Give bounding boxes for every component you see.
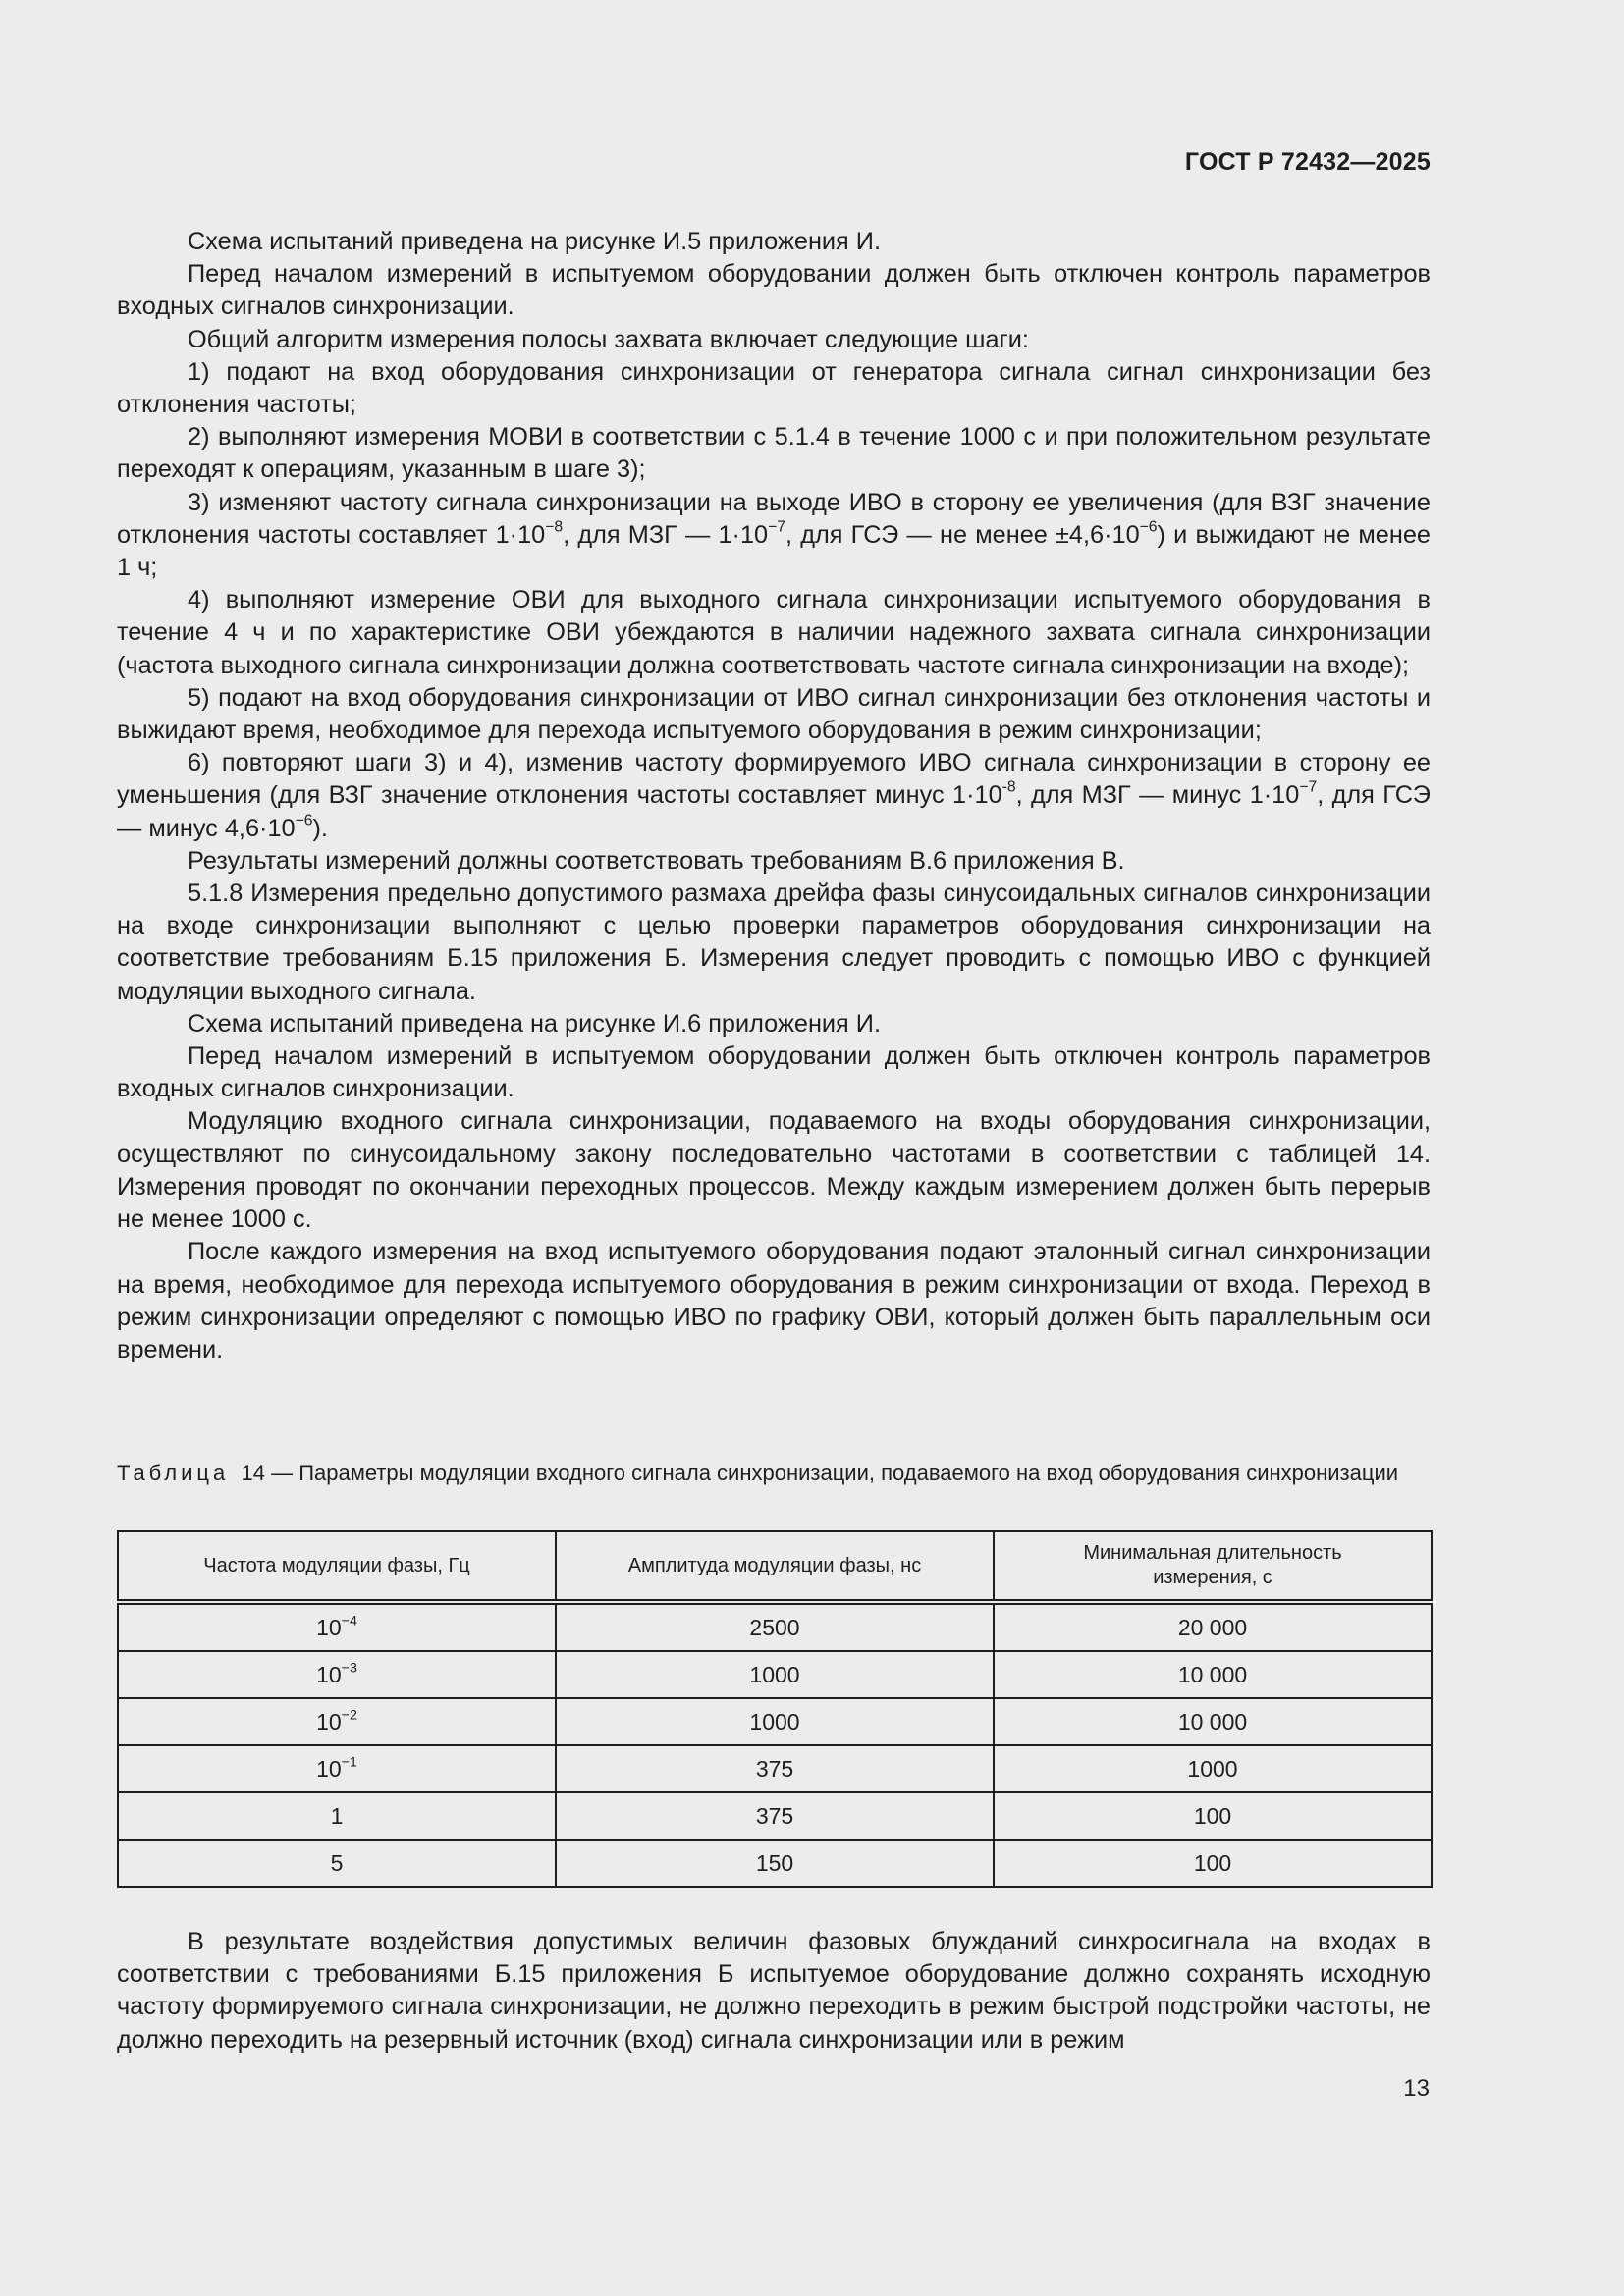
paragraph: 3) изменяют частоту сигнала синхронизации на выходе ИВО в сторону ее увеличения (для ВЗГ значение отклонения частоты составляет $1\cdot 10^{-8}$, для МЗГ — $1\cdot 10^{-7}$, для ГСЭ — не менее $\pm 4,6\cdot 10^{-6}$) и выжидают не менее 1 ч; <box>117 488 1431 582</box>
table-cell: $10^{-3}$ <box>118 1651 556 1698</box>
closing-text <box>117 1926 1431 2056</box>
body-text <box>117 226 1431 1366</box>
paragraph: 2) выполняют измерения МОВИ в соответствии с 5.1.4 в течение 1000 с и при положительном результате переходят к операциям, указанным в шаге 3); <box>117 423 1431 484</box>
table-cell: 1000 <box>556 1698 994 1745</box>
paragraph: 4) выполняют измерение ОВИ для выходного сигнала синхронизации испытуемого оборудования в течение 4 ч и по характеристике ОВИ убеждаются в наличии надежного захвата сигнала синхронизации (частота выходного сигнала синхронизации должна соответствовать частоте сигнала синхронизации на входе); <box>117 586 1431 679</box>
table-cell: $10^{-1}$ <box>118 1745 556 1792</box>
paragraph: 1) подают на вход оборудования синхронизации от генератора сигнала сигнал синхронизации без отклонения частоты; <box>117 357 1431 419</box>
table-cell: 5 <box>118 1840 556 1887</box>
table-cell: 1000 <box>994 1745 1432 1792</box>
table-row <box>118 1698 1432 1745</box>
table-cell: 375 <box>556 1792 994 1840</box>
modulation-table <box>117 1530 1433 1888</box>
table-header-cell: Частота модуляции фазы, Гц <box>118 1531 556 1602</box>
paragraph: Схема испытаний приведена на рисунке И.5 приложения И. <box>188 228 881 255</box>
paragraph: Результаты измерений должны соответствовать требованиям В.6 приложения В. <box>188 846 1125 875</box>
paragraph: Схема испытаний приведена на рисунке И.6 приложения И. <box>188 1009 881 1038</box>
table-cell: 375 <box>556 1745 994 1792</box>
paragraph: 6) повторяют шаги 3) и 4), изменив частоту формируемого ИВО сигнала синхронизации в сторону ее уменьшения (для ВЗГ значение отклонения частоты составляет минус $1\cdot 10^{-8}$, для МЗГ — минус $1\cdot 10^{-7}$, для ГСЭ — минус $4,6\cdot 10^{-6}$). <box>117 749 1431 842</box>
paragraph: Модуляцию входного сигнала синхронизации, подаваемого на входы оборудования синхронизации, осуществляют по синусоидальному закону последовательно частотами в соответствии с таблицей 14. Измерения проводят по окончании переходных процессов. Между каждым измерением должен быть перерыв не менее 1000 с. <box>117 1107 1431 1234</box>
paragraph: 5) подают на вход оборудования синхронизации от ИВО сигнал синхронизации без отклонения частоты и выжидают время, необходимое для перехода испытуемого оборудования в режим синхронизации; <box>117 683 1431 745</box>
document-id: ГОСТ Р 72432—2025 <box>1184 148 1431 176</box>
table-row <box>118 1792 1432 1840</box>
table-header-row <box>118 1531 1432 1602</box>
table-body <box>118 1602 1432 1887</box>
paragraph: Перед началом измерений в испытуемом оборудовании должен быть отключен контроль параметров входных сигналов синхронизации. <box>117 1042 1431 1103</box>
table-cell: 100 <box>994 1840 1432 1887</box>
table-row <box>118 1602 1432 1651</box>
table-caption-label: Таблица <box>117 1461 230 1485</box>
table-header-cell: Амплитуда модуляции фазы, нс <box>556 1531 994 1602</box>
table-cell: 2500 <box>556 1602 994 1651</box>
table-14 <box>117 1530 1431 1888</box>
paragraph: В результате воздействия допустимых величин фазовых блужданий синхросигнала на входах в соответствии с требованиями Б.15 приложения Б испытуемое оборудование должно сохранять исходную частоту формируемого сигнала синхронизации, не должно переходить в режим быстрой подстройки частоты, не должно переходить на резервный источник (вход) сигнала синхронизации или в режим <box>117 1928 1431 2054</box>
table-cell: 10 000 <box>994 1651 1432 1698</box>
table-caption-text: 14 — Параметры модуляции входного сигнала синхронизации, подаваемого на вход оборудования синхронизации <box>241 1461 1399 1485</box>
table-header-cell: Минимальная длительность измерения, с <box>994 1531 1432 1602</box>
table-cell: 100 <box>994 1792 1432 1840</box>
table-caption <box>117 1459 1431 1488</box>
paragraph: Перед началом измерений в испытуемом оборудовании должен быть отключен контроль параметров входных сигналов синхронизации. <box>117 260 1431 321</box>
table-row <box>118 1840 1432 1887</box>
paragraph: 5.1.8 Измерения предельно допустимого размаха дрейфа фазы синусоидальных сигналов синхронизации на входе синхронизации выполняют с целью проверки параметров оборудования синхронизации на соответствие требованиям Б.15 приложения Б. Измерения следует проводить с помощью ИВО с функцией модуляции выходного сигнала. <box>117 880 1431 1005</box>
table-row <box>118 1651 1432 1698</box>
paragraph: После каждого измерения на вход испытуемого оборудования подают эталонный сигнал синхронизации на время, необходимое для перехода испытуемого оборудования в режим синхронизации от входа. Переход в режим синхронизации определяют с помощью ИВО по графику ОВИ, который должен быть параллельным оси времени. <box>117 1238 1431 1363</box>
table-cell: 150 <box>556 1840 994 1887</box>
page-number: 13 <box>1403 2075 1430 2102</box>
paragraph: Общий алгоритм измерения полосы захвата включает следующие шаги: <box>188 325 1029 353</box>
table-cell: $10^{-2}$ <box>118 1698 556 1745</box>
table-row <box>118 1745 1432 1792</box>
table-cell: 1 <box>118 1792 556 1840</box>
table-cell: 20 000 <box>994 1602 1432 1651</box>
table-cell: $10^{-4}$ <box>118 1602 556 1651</box>
table-cell: 1000 <box>556 1651 994 1698</box>
table-cell: 10 000 <box>994 1698 1432 1745</box>
